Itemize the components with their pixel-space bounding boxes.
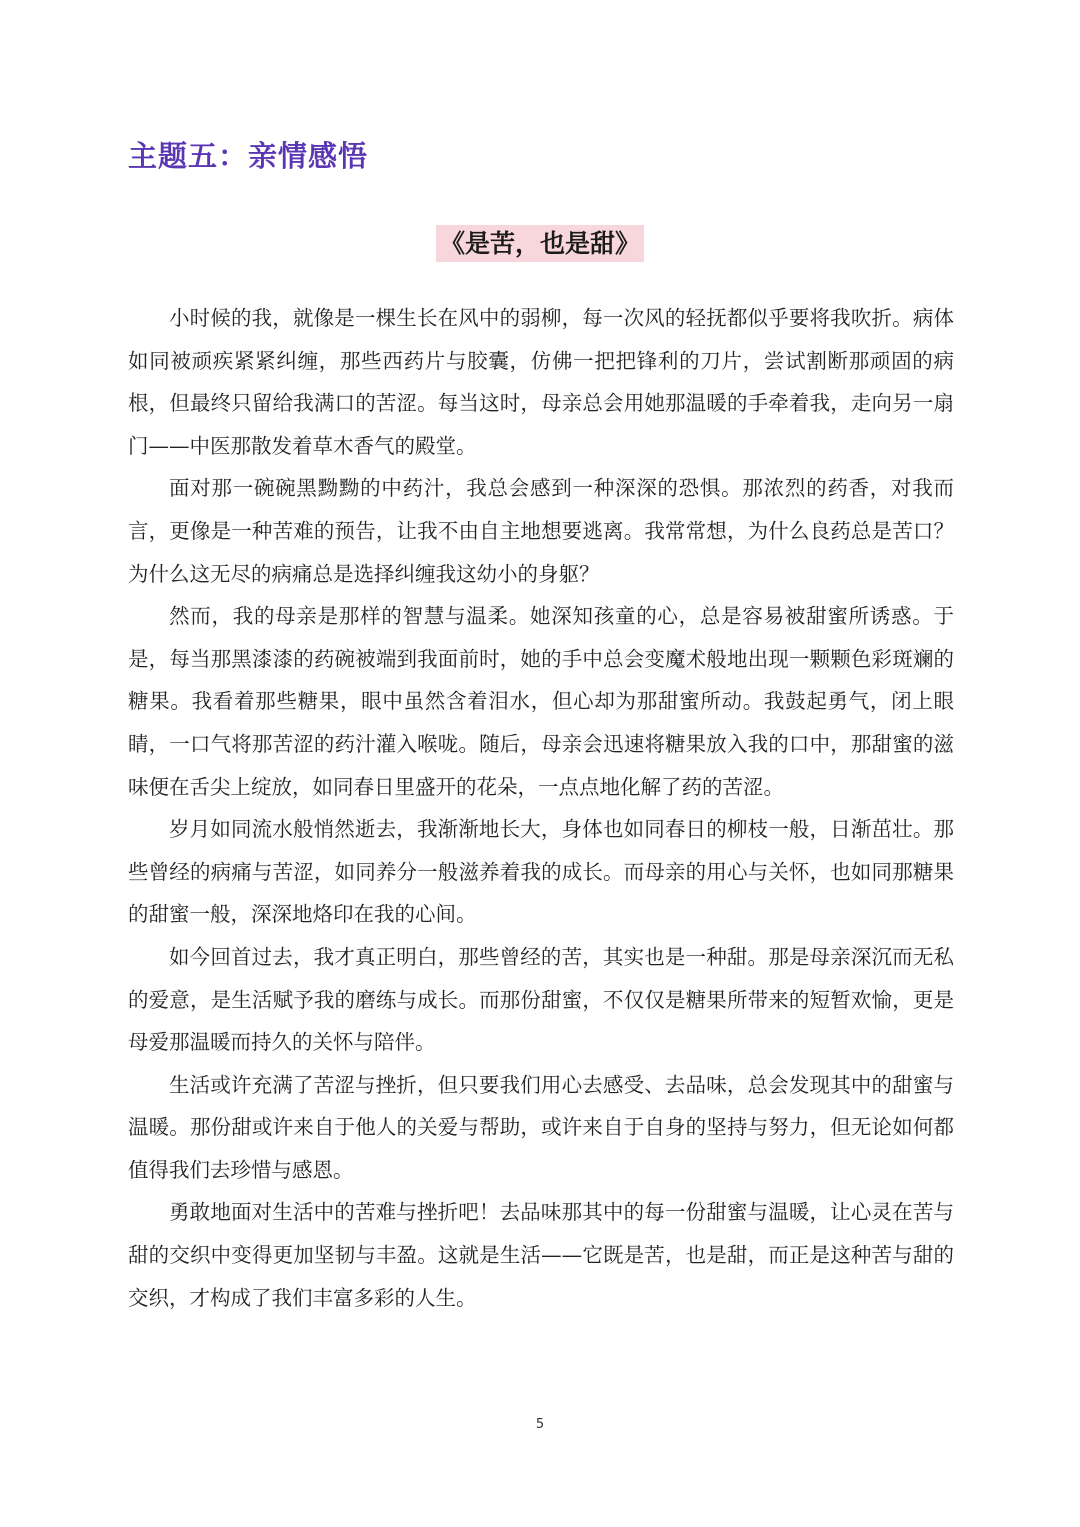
paragraph: 然而，我的母亲是那样的智慧与温柔。她深知孩童的心，总是容易被甜蜜所诱惑。于是，每当那黑漆漆的药碗被端到我面前时，她的手中总会变魔术般地出现一颗颗色彩斑斓的糖果。我看着那些糖果，眼中虽然含着泪水，但心却为那甜蜜所动。我鼓起勇气，闭上眼睛，一口气将那苦涩的药汁灌入喉咙。随后，母亲会迅速将糖果放入我的口中，那甜蜜的滋味便在舌尖上绽放，如同春日里盛开的花朵，一点点地化解了药的苦涩。 xyxy=(128,604,954,799)
paragraph: 生活或许充满了苦涩与挫折，但只要我们用心去感受、去品味，总会发现其中的甜蜜与温暖。那份甜或许来自于他人的关爱与帮助，或许来自于自身的坚持与努力，但无论如何都值得我们去珍惜与感恩。 xyxy=(128,1072,954,1182)
article-body xyxy=(128,297,954,1319)
article-title: 《是苦，也是甜》 xyxy=(436,225,644,262)
page-number: 5 xyxy=(535,1417,545,1432)
paragraph: 面对那一碗碗黑黝黝的中药汁，我总会感到一种深深的恐惧。那浓烈的药香，对我而言，更像是一种苦难的预告，让我不由自主地想要逃离。我常常想，为什么良药总是苦口？为什么这无尽的病痛总是选择纠缠我这幼小的身躯？ xyxy=(128,476,954,586)
section-heading: 主题五：亲情感悟 xyxy=(128,139,369,173)
paragraph: 岁月如同流水般悄然逝去，我渐渐地长大，身体也如同春日的柳枝一般，日渐茁壮。那些曾经的病痛与苦涩，如同养分一般滋养着我的成长。而母亲的用心与关怀，也如同那糖果的甜蜜一般，深深地烙印在我的心间。 xyxy=(128,817,954,927)
paragraph: 勇敢地面对生活中的苦难与挫折吧！去品味那其中的每一份甜蜜与温暖，让心灵在苦与甜的交织中变得更加坚韧与丰盈。这就是生活——它既是苦，也是甜，而正是这种苦与甜的交织，才构成了我们丰富多彩的人生。 xyxy=(128,1200,954,1310)
paragraph: 如今回首过去，我才真正明白，那些曾经的苦，其实也是一种甜。那是母亲深沉而无私的爱意，是生活赋予我的磨练与成长。而那份甜蜜，不仅仅是糖果所带来的短暂欢愉，更是母爱那温暖而持久的关怀与陪伴。 xyxy=(128,944,954,1055)
paragraph: 小时候的我，就像是一棵生长在风中的弱柳，每一次风的轻抚都似乎要将我吹折。病体如同被顽疾紧紧纠缠，那些西药片与胶囊，仿佛一把把锋利的刀片，尝试割断那顽固的病根，但最终只留给我满口的苦涩。每当这时，母亲总会用她那温暖的手牵着我，走向另一扇门——中医那散发着草木香气的殿堂。 xyxy=(128,306,954,458)
article-title-container xyxy=(0,225,1080,262)
